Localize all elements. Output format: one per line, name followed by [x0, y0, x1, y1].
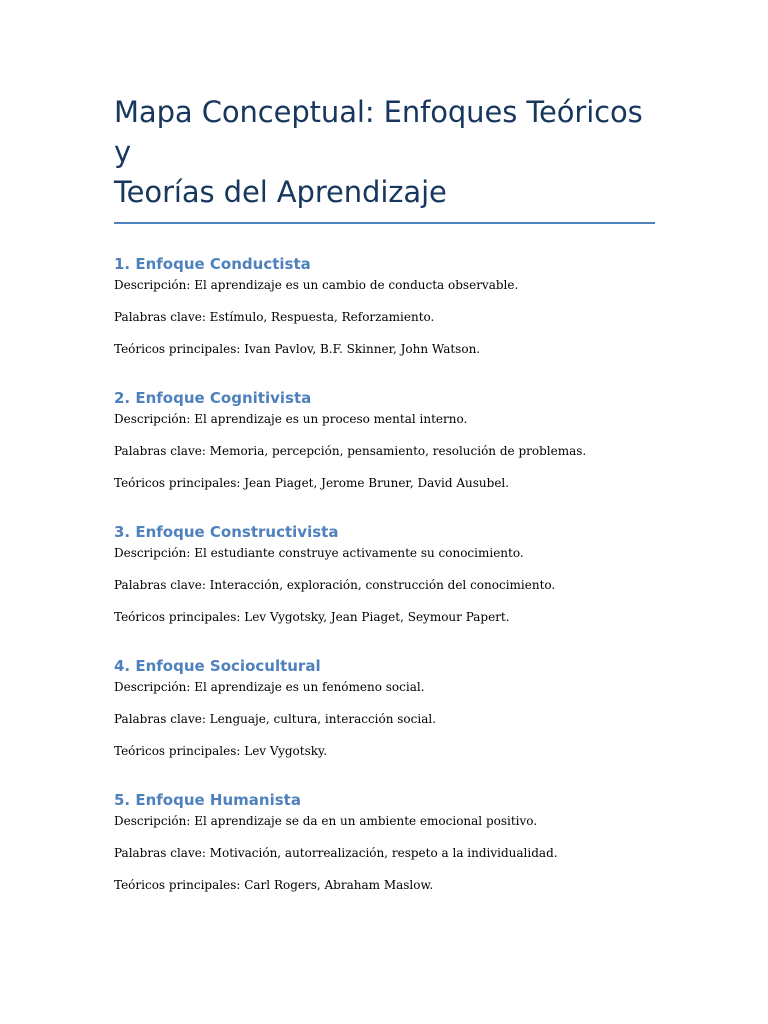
- section-keywords: Palabras clave: Interacción, exploración, construcción del conocimiento.: [114, 578, 556, 592]
- document-body: [114, 92, 655, 893]
- section-keywords: Palabras clave: Motivación, autorrealización, respeto a la individualidad.: [114, 846, 558, 860]
- section-constructivista: [114, 522, 655, 625]
- document-title-line-2: Teorías del Aprendizaje: [114, 175, 447, 209]
- section-theorists: Teóricos principales: Carl Rogers, Abraham Maslow.: [114, 878, 434, 892]
- section-heading: 2. Enfoque Cognitivista: [114, 389, 312, 407]
- section-keywords: Palabras clave: Memoria, percepción, pensamiento, resolución de problemas.: [114, 444, 587, 458]
- section-conductista: [114, 254, 655, 357]
- section-description: Descripción: El aprendizaje es un proceso mental interno.: [114, 412, 468, 426]
- section-keywords: Palabras clave: Lenguaje, cultura, interacción social.: [114, 712, 437, 726]
- section-keywords: Palabras clave: Estímulo, Respuesta, Reforzamiento.: [114, 310, 435, 324]
- section-humanista: [114, 790, 655, 893]
- section-heading: 4. Enfoque Sociocultural: [114, 657, 321, 675]
- section-theorists: Teóricos principales: Ivan Pavlov, B.F. Skinner, John Watson.: [114, 342, 481, 356]
- section-description: Descripción: El estudiante construye activamente su conocimiento.: [114, 546, 524, 560]
- section-heading: 5. Enfoque Humanista: [114, 791, 301, 809]
- section-heading: 3. Enfoque Constructivista: [114, 523, 339, 541]
- section-theorists: Teóricos principales: Jean Piaget, Jerome Bruner, David Ausubel.: [114, 476, 510, 490]
- section-theorists: Teóricos principales: Lev Vygotsky.: [114, 744, 328, 758]
- document-title: [114, 92, 655, 212]
- section-cognitivista: [114, 388, 655, 491]
- section-heading: 1. Enfoque Conductista: [114, 255, 311, 273]
- section-description: Descripción: El aprendizaje es un cambio de conducta observable.: [114, 278, 519, 292]
- section-sociocultural: [114, 656, 655, 759]
- document-title-line-1: Mapa Conceptual: Enfoques Teóricos y: [114, 95, 643, 169]
- section-theorists: Teóricos principales: Lev Vygotsky, Jean Piaget, Seymour Papert.: [114, 610, 510, 624]
- section-description: Descripción: El aprendizaje se da en un ambiente emocional positivo.: [114, 814, 538, 828]
- section-description: Descripción: El aprendizaje es un fenómeno social.: [114, 680, 425, 694]
- title-underline: [114, 222, 655, 224]
